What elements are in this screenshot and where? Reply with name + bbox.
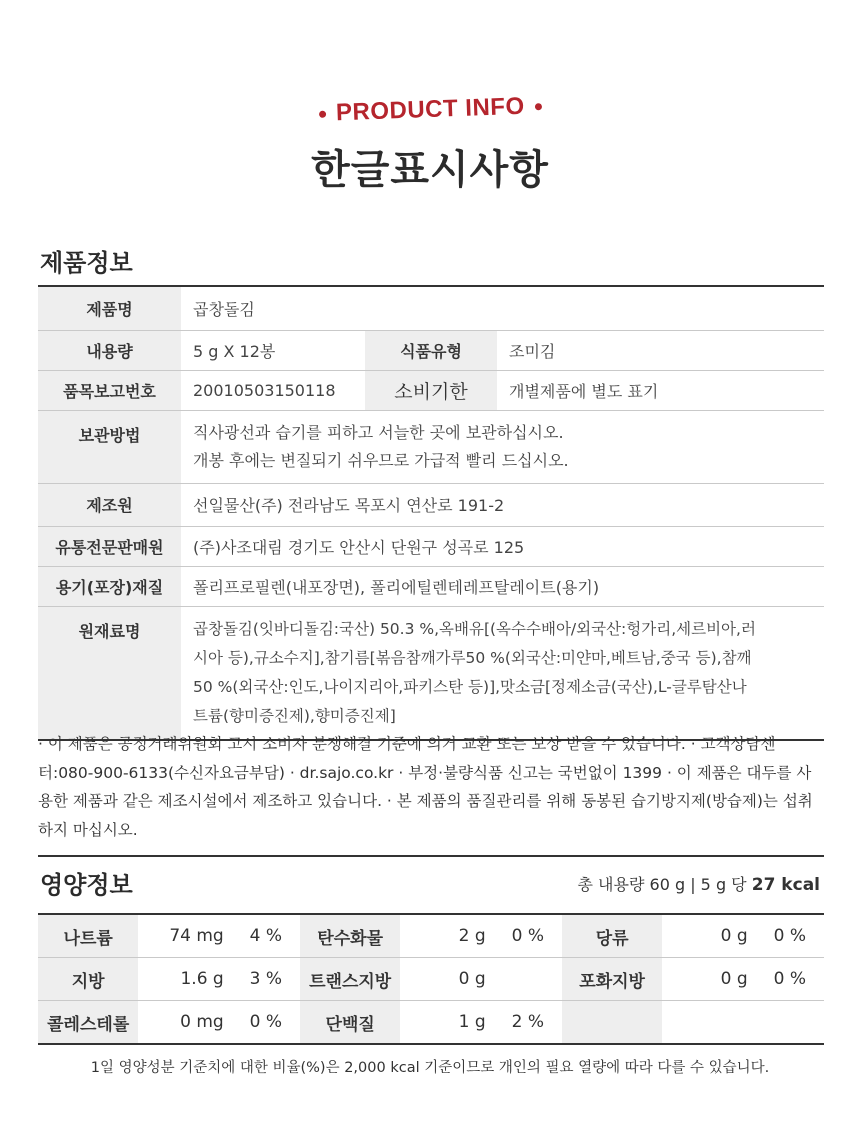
label-ingredients: 원재료명 — [38, 606, 181, 740]
nutrient-pct: 0 % — [756, 958, 824, 1001]
row-distributor — [38, 526, 824, 566]
badge-dot-right — [534, 103, 541, 110]
label-food-type: 식품유형 — [365, 330, 497, 370]
row-product-name — [38, 286, 824, 330]
nutrient-amount: 0 g — [400, 958, 493, 1001]
value-distributor: (주)사조대림 경기도 안산시 단원구 성곡로 125 — [181, 526, 824, 566]
nutrient-name: 콜레스테롤 — [38, 1001, 138, 1045]
value-product-name: 곱창돌김 — [181, 286, 824, 330]
nutrient-name: 탄수화물 — [300, 914, 400, 958]
product-section-title: 제품정보 — [40, 249, 133, 277]
nutrition-row — [38, 958, 824, 1001]
nutrient-pct: 0 % — [249, 1012, 283, 1032]
nutrition-row — [38, 914, 824, 958]
divider — [38, 855, 824, 857]
nutrient-pct: 4 % — [232, 914, 300, 958]
value-volume: 5 g X 12봉 — [181, 330, 365, 370]
nutrition-section-title: 영양정보 — [40, 871, 133, 899]
nutrition-total — [578, 872, 820, 895]
nutrient-pct: 2 % — [511, 1012, 544, 1032]
nutrient-amount: 2 g — [400, 914, 493, 958]
label-distributor: 유통전문판매원 — [38, 526, 181, 566]
header — [0, 92, 860, 195]
nutrient-name: 포화지방 — [562, 958, 662, 1001]
row-volume — [38, 330, 824, 370]
nutrient-name: 나트륨 — [38, 914, 138, 958]
notice-text: · 이 제품은 공정거래위원회 고시 소비자 분쟁해결 기준에 의거 교환 또는 보상 받을 수 있습니다. · 고객상담센터:080-900-6133(수신자요금부담) · dr.sajo.co.kr · 부정·불량식품 신고는 국번없이 1399 · 이 제품은 대두를 사용한 제품과 같은 제조시설에서 제조하고 있습니다. · 본 제품의 품질관리를 위해 동봉된 습기방지제(방습제)는 섭취하지 마십시오. — [38, 735, 813, 839]
value-storage — [181, 410, 824, 483]
label-package: 용기(포장)재질 — [38, 566, 181, 606]
nutrient-pct-empty — [756, 1001, 824, 1045]
label-expiry: 소비기한 — [365, 370, 497, 410]
badge-text: PRODUCT INFO — [335, 92, 525, 127]
nutrition-footnote: 1일 영양성분 기준치에 대한 비율(%)은 2,000 kcal 기준이므로 개인의 필요 열량에 따라 다를 수 있습니다. — [90, 1060, 770, 1076]
storage-line-1: 직사광선과 습기를 피하고 서늘한 곳에 보관하십시오. — [193, 422, 564, 442]
ingredients-line-4: 트륨(향미증진제),향미증진제] — [193, 706, 396, 725]
value-ingredients — [181, 606, 824, 740]
nutrient-amount: 1.6 g — [138, 958, 231, 1001]
nutrient-amount-empty — [662, 1001, 755, 1045]
nutrient-name: 단백질 — [300, 1001, 400, 1045]
row-maker — [38, 483, 824, 526]
row-ingredients — [38, 606, 824, 740]
value-report-no: 20010503150118 — [181, 370, 365, 410]
nutrient-name: 당류 — [562, 914, 662, 958]
value-food-type: 조미김 — [497, 330, 824, 370]
row-report-no — [38, 370, 824, 410]
nutrient-pct — [494, 958, 562, 1001]
ingredients-line-2: 시아 등),규소수지],참기름[볶음참깨가루50 %(외국산:미얀마,베트남,중국 등),참깨 — [193, 648, 752, 667]
badge-dot-left — [319, 110, 326, 117]
value-maker: 선일물산(주) 전라남도 목포시 연산로 191-2 — [181, 483, 824, 526]
label-storage: 보관방법 — [38, 410, 181, 483]
nutrient-pct: 0 % — [756, 914, 824, 958]
nutrient-amount: 74 mg — [138, 914, 231, 958]
product-info-table — [38, 285, 824, 741]
total-kcal: 27 kcal — [751, 875, 820, 895]
nutrient-name: 트랜스지방 — [300, 958, 400, 1001]
total-prefix: 총 내용량 60 g | 5 g 당 — [577, 875, 747, 894]
storage-line-2: 개봉 후에는 변질되기 쉬우므로 가급적 빨리 드십시오. — [193, 450, 569, 470]
nutrient-pct: 0 % — [494, 914, 562, 958]
nutrient-amount: 0 mg — [180, 1012, 224, 1032]
nutrient-amount: 0 g — [662, 914, 755, 958]
label-product-name: 제품명 — [38, 286, 181, 330]
label-report-no: 품목보고번호 — [38, 370, 181, 410]
product-info-badge — [318, 92, 542, 128]
value-package: 폴리프로필렌(내포장면), 폴리에틸렌테레프탈레이트(용기) — [181, 566, 824, 606]
row-package — [38, 566, 824, 606]
nutrition-table — [38, 913, 824, 1045]
value-expiry: 개별제품에 별도 표기 — [497, 370, 824, 410]
nutrition-row — [38, 1001, 824, 1045]
label-volume: 내용량 — [38, 330, 181, 370]
nutrient-pct: 3 % — [232, 958, 300, 1001]
nutrient-name-empty — [562, 1001, 662, 1045]
page-title: 한글표시사항 — [311, 147, 549, 193]
label-maker: 제조원 — [38, 483, 181, 526]
ingredients-line-1: 곱창돌김(잇바디돌김:국산) 50.3 %,옥배유[(옥수수배아/외국산:헝가리,세르비아,러 — [193, 619, 756, 638]
row-storage — [38, 410, 824, 483]
ingredients-line-3: 50 %(외국산:인도,나이지리아,파키스탄 등)],맛소금[정제소금(국산),L-글루탐산나 — [193, 677, 747, 696]
nutrient-amount: 0 g — [662, 958, 755, 1001]
nutrient-name: 지방 — [38, 958, 138, 1001]
nutrient-amount: 1 g — [458, 1012, 486, 1032]
